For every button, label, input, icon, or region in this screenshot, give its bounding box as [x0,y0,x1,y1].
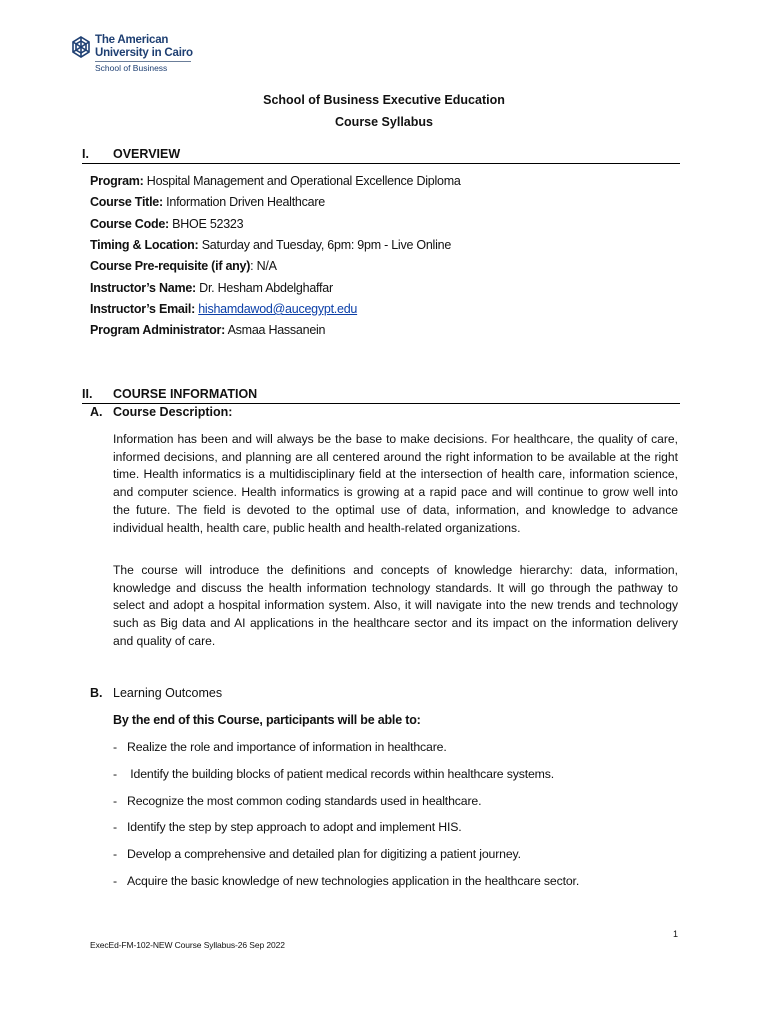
course-description-paragraph-1: Information has been and will always be the base to make decisions. For healthcare, the quality of care, informed decisions, and planning are all centered around the right information to be available at the right time. Health informatics is a multidisciplinary field at the intersection of health care, information science, and computer science. Health informatics is growing at a rapid pace and will continue to grow well into the future. The field is devoted to the optimal use of data, information, and knowledge to advance individual health, health care, public health and health-related organizations. [113,432,678,535]
subsection-letter: B. [90,686,103,700]
learning-outcome-item: - Develop a comprehensive and detailed plan for digitizing a patient journey. [113,847,521,861]
field-value: BHOE 52323 [168,217,244,231]
subsection-title: Course Description: [113,405,233,419]
overview-instructor-name [90,281,333,295]
field-value: Dr. Hesham Abdelghaffar [195,281,333,295]
auc-emblem-icon [70,36,92,58]
instructor-email-link[interactable]: hishamdawod@aucegypt.edu [198,302,358,316]
field-label: Program: [90,174,144,188]
document-footer: ExecEd-FM-102-NEW Course Syllabus-26 Sep 2022 [90,940,285,950]
section-number: I. [82,147,89,161]
course-description-paragraph-2: The course will introduce the definitions and concepts of knowledge hierarchy: data, information, knowledge and discuss the health information technology standards. It will go through the pathway to select and adopt a hospital information system. Also, it will navigate into the new trends and technology such as Big data and AI applications in the healthcare sector and its impact on the information delivery and quality of care. [113,563,678,648]
learning-outcome-text: Recognize the most common coding standards used in healthcare. [127,794,482,808]
field-value: Hospital Management and Operational Excellence Diploma [143,174,461,188]
section-title: COURSE INFORMATION [113,387,258,401]
field-value: Saturday and Tuesday, 6pm: 9pm - Live Online [198,238,452,252]
field-label: Instructor’s Email: [90,302,195,316]
document-subtitle: Course Syllabus [335,115,433,129]
learning-outcome-item: - Recognize the most common coding standards used in healthcare. [113,794,482,808]
section-title: OVERVIEW [113,147,181,161]
learning-outcome-item: - Identify the building blocks of patient medical records within healthcare systems. [113,767,555,781]
learning-outcome-text: Identify the building blocks of patient medical records within healthcare systems. [127,767,555,781]
learning-outcomes-lead: By the end of this Course, participants will be able to: [113,713,421,727]
learning-outcome-text: Develop a comprehensive and detailed plan for digitizing a patient journey. [127,847,521,861]
field-label: Timing & Location: [90,238,199,252]
logo-university-name: The American University in Cairo [95,34,193,59]
course-description-heading [90,405,232,419]
learning-outcomes-heading [90,686,222,700]
field-value: : N/A [250,259,277,273]
overview-prerequisite [90,259,277,273]
section-overview-heading [82,147,680,164]
page-number: 1 [673,929,679,939]
field-label: Course Pre-requisite (if any) [90,259,251,273]
subsection-title: Learning Outcomes [113,686,223,700]
overview-instructor-email [90,302,357,316]
learning-outcome-item: - Identify the step by step approach to adopt and implement HIS. [113,820,462,834]
field-label: Course Title: [90,195,163,209]
learning-outcome-item: - Acquire the basic knowledge of new technologies application in the healthcare sector. [113,874,580,888]
field-label: Instructor’s Name: [90,281,196,295]
document-title: School of Business Executive Education [263,93,505,107]
learning-outcome-item: - Realize the role and importance of information in healthcare. [113,740,447,754]
field-label: Program Administrator: [90,323,226,337]
learning-outcome-text: Identify the step by step approach to adopt and implement HIS. [127,820,462,834]
section-course-information-heading [82,387,680,404]
logo-school-name: School of Business [95,63,168,73]
overview-course-title [90,195,325,209]
overview-program [90,174,461,188]
learning-outcome-text: Realize the role and importance of information in healthcare. [127,740,447,754]
field-label: Course Code: [90,217,169,231]
logo-divider [95,61,191,62]
auc-logo [70,34,210,76]
field-value: Asmaa Hassanein [225,323,326,337]
overview-course-code [90,217,243,231]
field-value: Information Driven Healthcare [162,195,325,209]
overview-timing-location [90,238,451,252]
section-number: II. [82,387,93,401]
subsection-letter: A. [90,405,103,419]
learning-outcome-text: Acquire the basic knowledge of new technologies application in the healthcare sector. [127,874,580,888]
overview-program-administrator [90,323,325,337]
